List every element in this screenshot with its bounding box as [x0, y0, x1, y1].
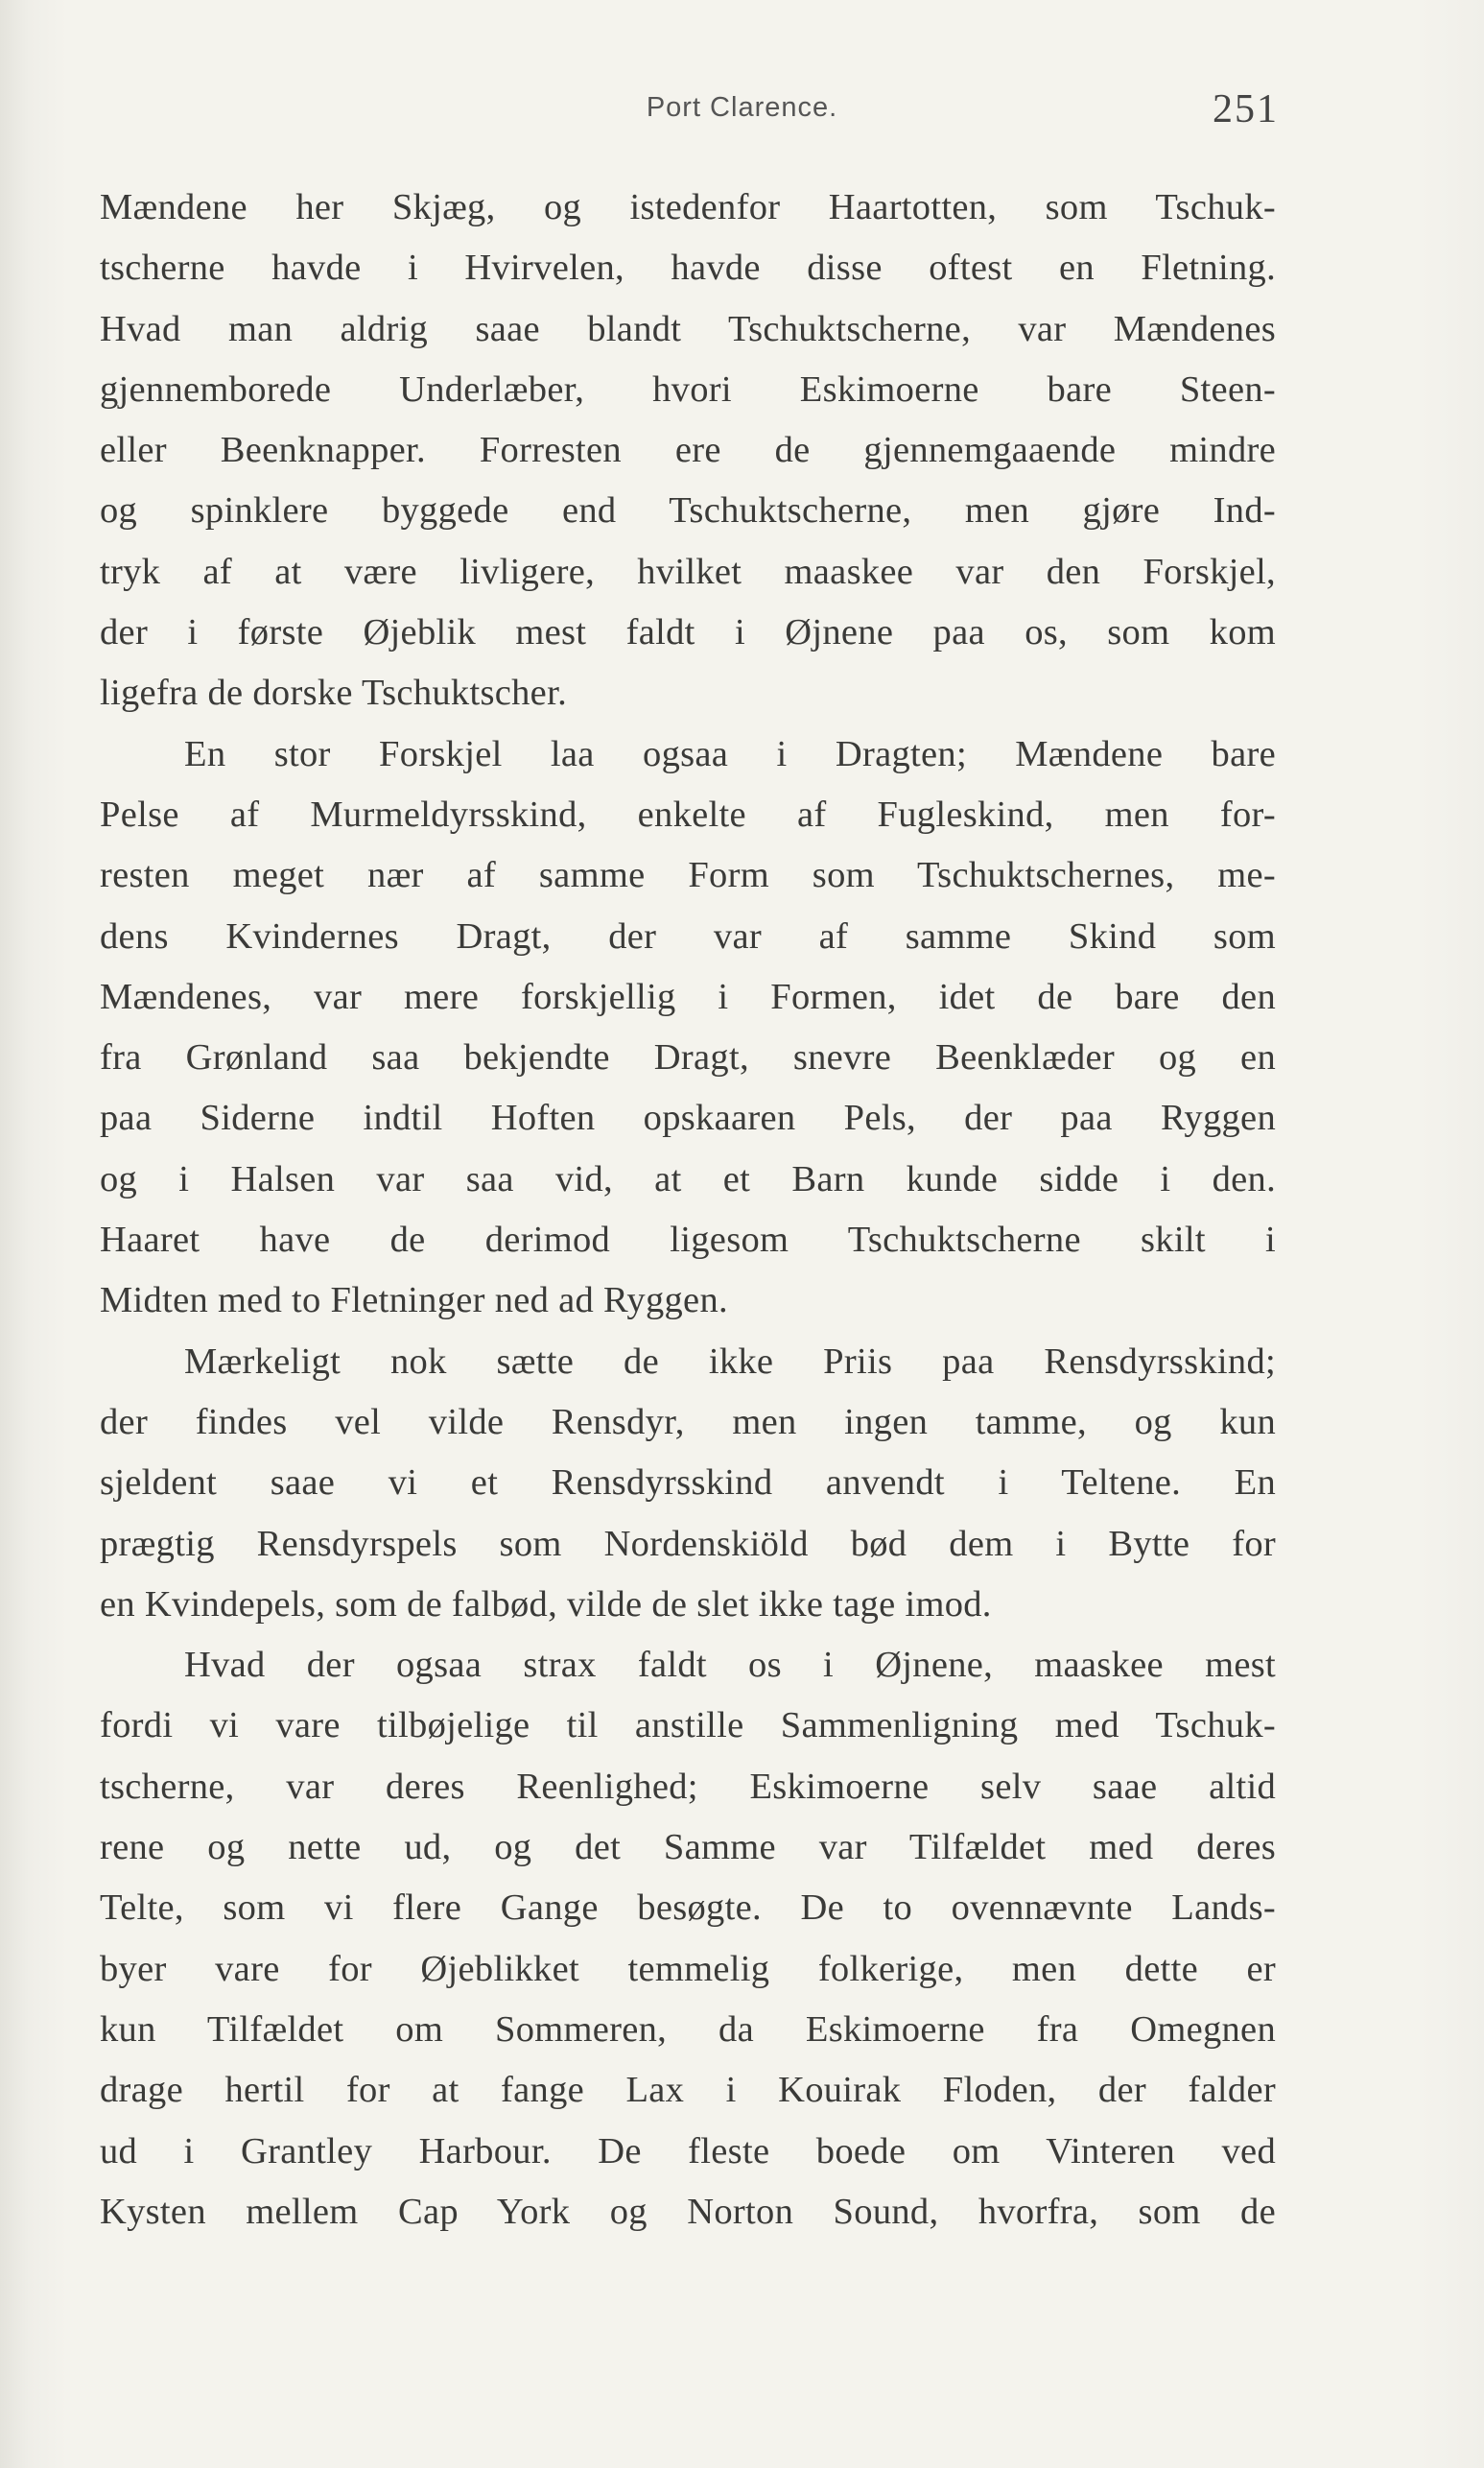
text-line: der i første Øjeblik mest faldt i Øjnene paa os, som kom — [100, 612, 1276, 653]
page-number: 251 — [1213, 87, 1279, 131]
text-line: en Kvindepels, som de falbød, vilde de slet ikke tage imod. — [100, 1583, 992, 1625]
text-line: Mændenes, var mere forskjellig i Formen, idet de bare den — [100, 976, 1276, 1017]
text-line: fra Grønland saa bekjendte Dragt, snevre Beenklæder og en — [100, 1037, 1276, 1079]
text-line: Haaret have de derimod ligesom Tschuktscherne skilt i — [100, 1220, 1276, 1261]
text-line: tscherne havde i Hvirvelen, havde disse oftest en Fletning. — [100, 248, 1276, 289]
body-text — [100, 178, 1276, 2243]
text-line: Kysten mellem Cap York og Norton Sound, hvorfra, som de — [100, 2191, 1276, 2232]
text-line: byer vare for Øjeblikket temmelig folkerige, men dette er — [100, 1948, 1276, 1989]
text-line: Mændene her Skjæg, og istedenfor Haartotten, som Tschuk- — [100, 187, 1276, 227]
text-line: der findes vel vilde Rensdyr, men ingen tamme, og kun — [100, 1401, 1276, 1442]
text-line: resten meget nær af samme Form som Tschuktschernes, me- — [100, 855, 1276, 896]
text-line: gjennemborede Underlæber, hvori Eskimoerne bare Steen- — [100, 368, 1276, 410]
text-line: prægtig Rensdyrspels som Nordenskiöld bød dem i Bytte for — [100, 1523, 1276, 1564]
text-line: og spinklere byggede end Tschuktscherne, men gjøre Ind- — [100, 490, 1276, 532]
text-line: paa Siderne indtil Hoften opskaaren Pels, der paa Ryggen — [100, 1098, 1276, 1139]
paragraph-first-line: Mærkeligt nok sætte de ikke Priis paa Rensdyrsskind; — [184, 1341, 1276, 1382]
running-title: Port Clarence. — [646, 92, 838, 123]
text-line: drage hertil for at fange Lax i Kouirak Floden, der falder — [100, 2070, 1276, 2111]
text-line: Hvad man aldrig saae blandt Tschuktscherne, var Mændenes — [100, 308, 1276, 349]
text-line: tscherne, var deres Reenlighed; Eskimoerne selv saae altid — [100, 1766, 1276, 1807]
text-line: Pelse af Murmeldyrsskind, enkelte af Fugleskind, men for- — [100, 794, 1276, 835]
text-line: ligefra de dorske Tschuktscher. — [100, 673, 567, 714]
paragraph-first-line: En stor Forskjel laa ogsaa i Dragten; Mændene bare — [184, 733, 1276, 774]
text-line: tryk af at være livligere, hvilket maaskee var den Forskjel, — [100, 551, 1276, 592]
text-line: fordi vi vare tilbøjelige til anstille Sammenligning med Tschuk- — [100, 1705, 1276, 1746]
text-line: eller Beenknapper. Forresten ere de gjennemgaaende mindre — [100, 430, 1276, 471]
page-header — [0, 87, 1484, 131]
text-line: kun Tilfældet om Sommeren, da Eskimoerne fra Omegnen — [100, 2008, 1276, 2050]
paragraph-first-line: Hvad der ogsaa strax faldt os i Øjnene, maaskee mest — [184, 1645, 1276, 1686]
text-line: rene og nette ud, og det Samme var Tilfældet med deres — [100, 1827, 1276, 1868]
text-line: Midten med to Fletninger ned ad Ryggen. — [100, 1280, 728, 1321]
text-line: og i Halsen var saa vid, at et Barn kunde sidde i den. — [100, 1158, 1276, 1199]
text-line: dens Kvindernes Dragt, der var af samme Skind som — [100, 915, 1276, 957]
text-line: Telte, som vi flere Gange besøgte. De to ovennævnte Lands- — [100, 1887, 1276, 1929]
text-line: ud i Grantley Harbour. De fleste boede om Vinteren ved — [100, 2130, 1276, 2171]
text-line: sjeldent saae vi et Rensdyrsskind anvendt i Teltene. En — [100, 1462, 1276, 1504]
